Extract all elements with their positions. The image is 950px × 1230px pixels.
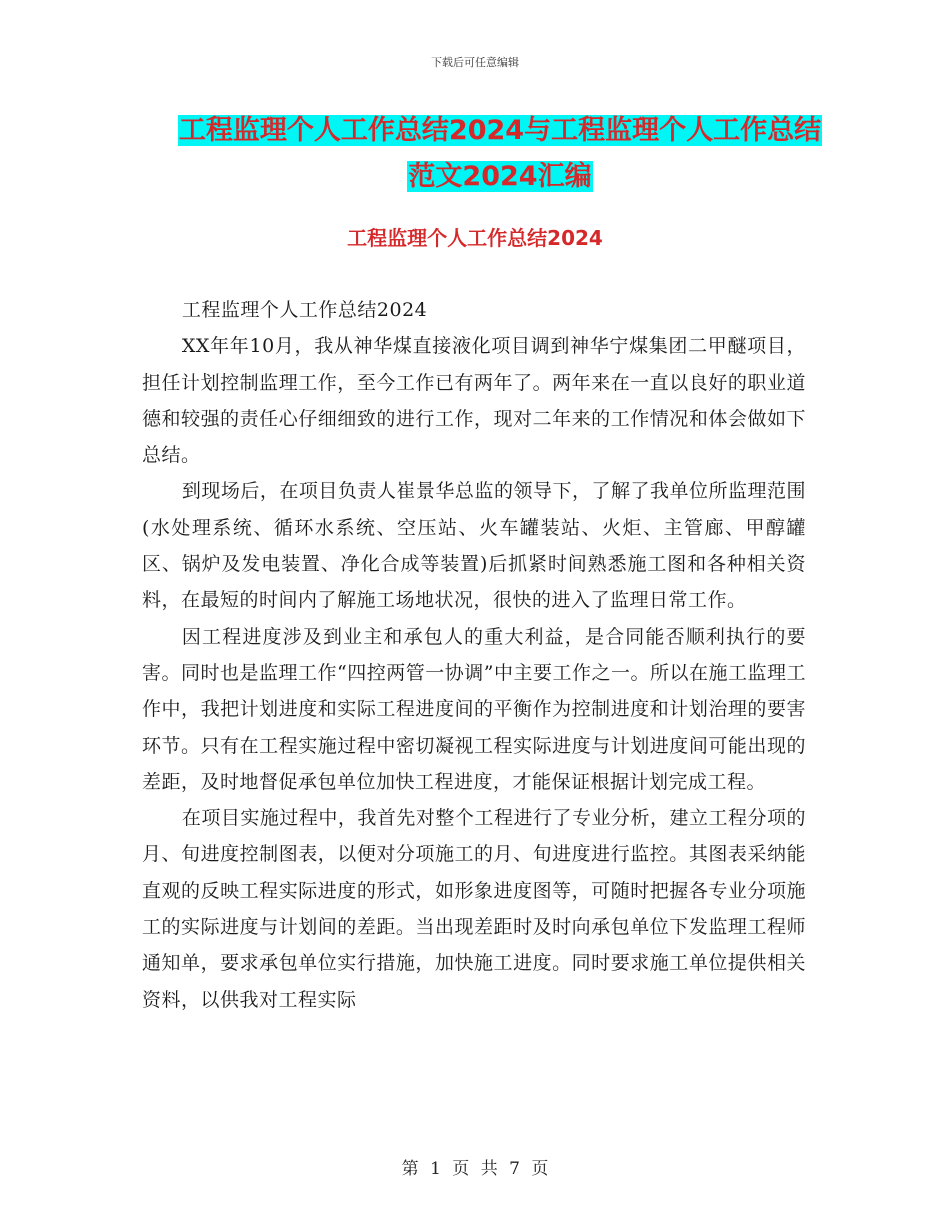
section-title: 工程监理个人工作总结2024 — [347, 226, 603, 250]
body-text — [142, 292, 806, 1018]
document-title-line-1: 工程监理个人工作总结2024与工程监理个人工作总结 — [178, 115, 822, 146]
document-title-line-2: 范文2024汇编 — [408, 161, 592, 192]
header-note: 下载后可任意编辑 — [431, 56, 519, 69]
page-footer: 第 1 页 共 7 页 — [401, 1159, 549, 1179]
paragraph: XX年年10月，我从神华煤直接液化项目调到神华宁煤集团二甲醚项目，担任计划控制监理工作，至今工作已有两年了。两年来在一直以良好的职业道德和较强的责任心仔细细致的进行工作，现对二年来的工作情况和体会做如下总结。 — [142, 335, 806, 467]
paragraph: 工程监理个人工作总结2024 — [181, 299, 428, 321]
document-title — [140, 108, 860, 200]
paragraph: 因工程进度涉及到业主和承包人的重大利益，是合同能否顺利执行的要害。同时也是监理工作“四控两管一协调”中主要工作之一。所以在施工监理工作中，我把计划进度和实际工程进度间的平衡作为控制进度和计划治理的要害环节。只有在工程实施过程中密切凝视工程实际进度与计划进度间可能出现的差距，及时地督促承包单位加快工程进度，才能保证根据计划完成工程。 — [142, 625, 806, 793]
paragraph: 在项目实施过程中，我首先对整个工程进行了专业分析，建立工程分项的月、旬进度控制图表，以便对分项施工的月、旬进度进行监控。其图表采纳能直观的反映工程实际进度的形式，如形象进度图等，可随时把握各专业分项施工的实际进度与计划间的差距。当出现差距时及时向承包单位下发监理工程师通知单，要求承包单位实行措施，加快施工进度。同时要求施工单位提供相关资料，以供我对工程实际 — [142, 807, 806, 1011]
paragraph: 到现场后，在项目负责人崔景华总监的领导下，了解了我单位所监理范围(水处理系统、循环水系统、空压站、火车罐装站、火炬、主管廊、甲醇罐区、锅炉及发电装置、净化合成等装置)后抓紧时间熟悉施工图和各种相关资料，在最短的时间内了解施工场地状况，很快的进入了监理日常工作。 — [142, 480, 806, 612]
